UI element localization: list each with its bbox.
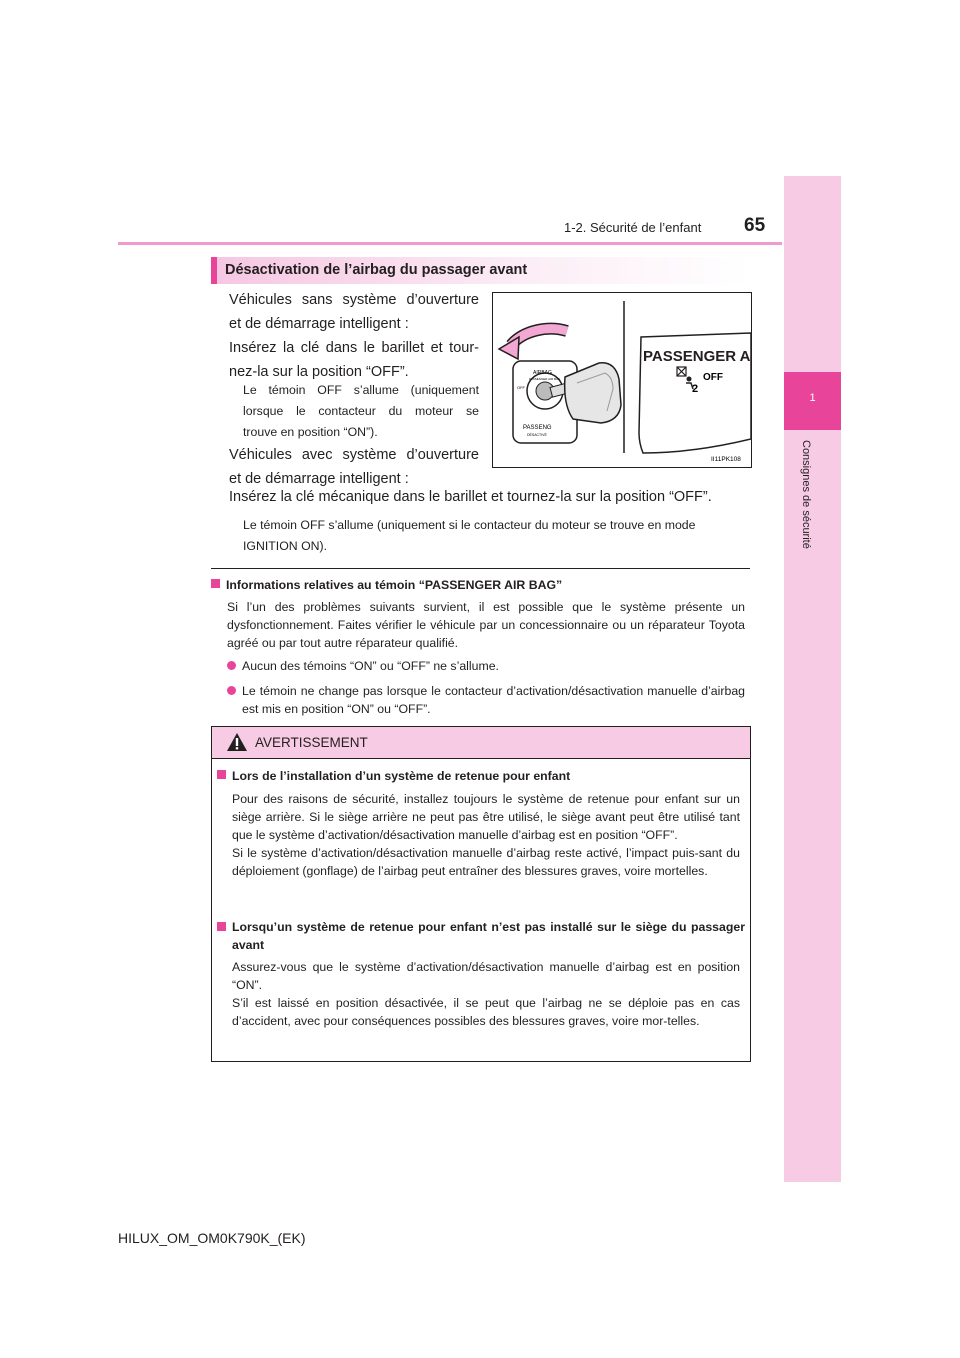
warning-item-title-text: Lors de l’installation d’un système de retenue pour enfant bbox=[232, 769, 571, 783]
info-bullet-2 bbox=[227, 682, 745, 718]
text-line: Le témoin OFF s’allume (uniquement bbox=[243, 383, 479, 397]
warning-paragraph: Assurez-vous que le système d’activation/désactivation manuelle d’airbag est en position “ON”. bbox=[232, 960, 740, 992]
info-title bbox=[211, 578, 562, 592]
section-divider bbox=[211, 568, 750, 569]
text-line: Véhicules sans système d’ouverture bbox=[229, 292, 479, 308]
paragraph-without-smart-key bbox=[229, 288, 479, 336]
airbag-switch-illustration bbox=[492, 292, 752, 468]
info-title-text: Informations relatives au témoin “PASSENGER AIR BAG” bbox=[226, 578, 563, 592]
warning-paragraph: Si le système d’activation/désactivation manuelle d’airbag reste activé, l’impact puis-sant du déploiement (gonflage) de l’airbag peut entraîner des blessures graves, voire mortelles. bbox=[232, 846, 740, 878]
chapter-title: Consignes de sécurité bbox=[800, 440, 812, 549]
text-line: et de démarrage intelligent : bbox=[229, 316, 409, 332]
chapter-number: 1 bbox=[809, 392, 816, 404]
bullet-text: Le témoin ne change pas lorsque le contacteur d’activation/désactivation manuelle d’airbag est mis en position “ON” ou “OFF”. bbox=[242, 684, 745, 716]
warning-item-2-title bbox=[217, 918, 745, 954]
bullet-dot-icon bbox=[227, 686, 236, 695]
paragraph-insert-key bbox=[229, 336, 479, 384]
warning-item-1-body bbox=[232, 790, 740, 880]
switch-sublabel: PASSENGER AIR BAG bbox=[529, 377, 561, 381]
section-heading-bar bbox=[211, 257, 217, 284]
text-line: Véhicules avec système d’ouverture bbox=[229, 447, 479, 463]
warning-item-1-title bbox=[217, 769, 745, 783]
warning-paragraph: Pour des raisons de sécurité, installez toujours le système de retenue pour enfant sur un siège arrière. Si le siège arrière ne peut pas être utilisé, le siège avant peut être utilisé tant que le système d’activation/désactivation manuelle d’airbag est en position “OFF”. bbox=[232, 792, 740, 842]
text-line: lorsque le contacteur du moteur se bbox=[243, 404, 479, 418]
paragraph-mechanical-key: Insérez la clé mécanique dans le barillet et tournez-la sur la position “OFF”. bbox=[229, 489, 712, 505]
section-heading-text: Désactivation de l’airbag du passager avant bbox=[225, 262, 528, 278]
warning-header bbox=[212, 727, 750, 759]
airbag-switch-drawing bbox=[493, 293, 751, 467]
info-bullet-1 bbox=[227, 657, 745, 675]
text-line: trouve en position “ON”). bbox=[243, 425, 378, 439]
switch-label-airbag: AIRBAG bbox=[533, 370, 552, 376]
square-bullet-icon bbox=[217, 922, 226, 931]
info-body: Si l’un des problèmes suivants survient, il est possible que le système présente un dysfonctionnement. Faites vérifier le véhicule par un concessionnaire ou un réparateur Toyota agréé ou par tout autre réparateur qualifié. bbox=[227, 600, 745, 650]
bullet-dot-icon bbox=[227, 661, 236, 670]
illustration-code: II11PK108 bbox=[711, 456, 741, 463]
note-ignition-on: Le témoin OFF s’allume (uniquement si le contacteur du moteur se trouve en mode IGNITION ON). bbox=[243, 518, 696, 553]
square-bullet-icon bbox=[217, 770, 226, 779]
note-off-indicator bbox=[243, 380, 479, 443]
warning-paragraph: S’il est laissé en position désactivée, il se peut que l’airbag ne se déploie pas en cas d’accident, avec pour conséquences possibles des blessures graves, voire mor-telles. bbox=[232, 996, 740, 1028]
section-reference: 1-2. Sécurité de l’enfant bbox=[564, 220, 702, 235]
warning-label: AVERTISSEMENT bbox=[255, 735, 368, 750]
text-line: nez-la sur la position “OFF”. bbox=[229, 364, 409, 380]
panel-text: PASSENGER A bbox=[643, 348, 751, 365]
chapter-side-tab bbox=[784, 176, 841, 1182]
bullet-text: Aucun des témoins “ON” ou “OFF” ne s’allume. bbox=[242, 659, 499, 673]
panel-off-text: OFF bbox=[703, 372, 723, 383]
text-line: Insérez la clé dans le barillet et tour- bbox=[229, 340, 479, 356]
switch-label-bottom: PASSENG bbox=[523, 425, 552, 431]
switch-label-bottom2: DÉSACTIVÉ bbox=[527, 433, 547, 437]
text-line: et de démarrage intelligent : bbox=[229, 471, 409, 487]
paragraph-with-smart-key bbox=[229, 443, 479, 491]
warning-item-title-text: Lorsqu’un système de retenue pour enfant n’est pas installé sur le siège du passager avant bbox=[232, 920, 745, 952]
warning-triangle-icon bbox=[226, 732, 248, 752]
section-heading bbox=[211, 257, 750, 284]
warning-item-2-body bbox=[232, 958, 740, 1030]
warning-box bbox=[211, 726, 751, 1062]
page-number: 65 bbox=[744, 215, 766, 236]
header-rule bbox=[118, 242, 782, 245]
square-bullet-icon bbox=[211, 579, 220, 588]
document-id: HILUX_OM_OM0K790K_(EK) bbox=[118, 1230, 306, 1246]
seat-number: 2 bbox=[692, 383, 699, 395]
switch-label-off: OFF bbox=[517, 385, 525, 390]
